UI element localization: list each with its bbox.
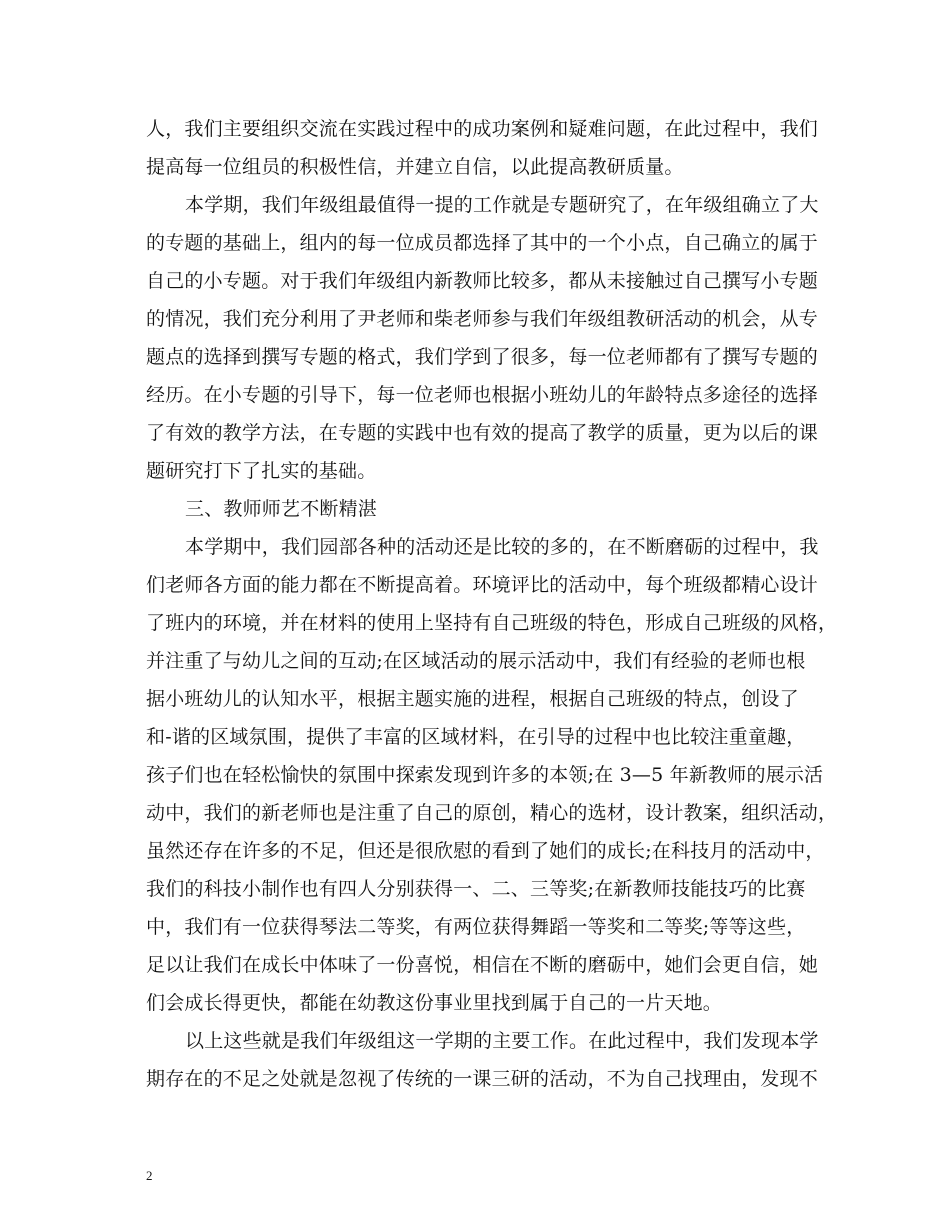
body-text-line: 们会成长得更快，都能在幼教这份事业里找到属于自己的一片天地。 bbox=[146, 992, 723, 1014]
body-text-line: 以上这些就是我们年级组这一学期的主要工作。在此过程中，我们发现本学 bbox=[185, 1030, 819, 1052]
body-text-line: 的情况，我们充分利用了尹老师和柴老师参与我们年级组教研活动的机会，从专 bbox=[146, 308, 819, 330]
body-text-line: 人，我们主要组织交流在实践过程中的成功案例和疑难问题，在此过程中，我们 bbox=[146, 118, 819, 140]
body-text-line: 本学期，我们年级组最值得一提的工作就是专题研究了，在年级组确立了大 bbox=[185, 194, 819, 216]
body-text-line: 我们的科技小制作也有四人分别获得一、二、三等奖;在新教师技能技巧的比赛 bbox=[146, 878, 806, 900]
body-text-line: 和-谐的区域氛围，提供了丰富的区域材料，在引导的过程中也比较注重童趣， bbox=[146, 726, 806, 748]
section-heading: 三、教师师艺不断精湛 bbox=[185, 498, 378, 520]
body-text-line: 提高每一位组员的积极性信，并建立自信，以此提高教研质量。 bbox=[146, 156, 684, 178]
body-text-line: 的专题的基础上，组内的每一位成员都选择了其中的一个小点，自己确立的属于 bbox=[146, 232, 819, 254]
body-text-line: 据小班幼儿的认知水平，根据主题实施的进程，根据自己班级的特点，创设了 bbox=[146, 688, 799, 710]
body-text-line: 并注重了与幼儿之间的互动;在区域活动的展示活动中，我们有经验的老师也根 bbox=[146, 650, 806, 672]
body-text-line: 自己的小专题。对于我们年级组内新教师比较多，都从未接触过自己撰写小专题 bbox=[146, 270, 819, 292]
body-text-line: 动中，我们的新老师也是注重了自己的原创，精心的选材，设计教案，组织活动， bbox=[146, 802, 838, 824]
body-text-line: 期存在的不足之处就是忽视了传统的一课三研的活动，不为自己找理由，发现不 bbox=[146, 1068, 819, 1090]
body-text-line: 经历。在小专题的引导下，每一位老师也根据小班幼儿的年龄特点多途径的选择 bbox=[146, 384, 819, 406]
body-text-line: 孩子们也在轻松愉快的氛围中探索发现到许多的本领;在 3—5 年新教师的展示活 bbox=[146, 764, 824, 786]
body-text-line: 本学期中，我们园部各种的活动还是比较的多的，在不断磨砺的过程中，我 bbox=[185, 536, 819, 558]
body-text-line: 中，我们有一位获得琴法二等奖，有两位获得舞蹈一等奖和二等奖;等等这些， bbox=[146, 916, 806, 938]
body-text-line: 题研究打下了扎实的基础。 bbox=[146, 460, 377, 482]
body-text-line: 足以让我们在成长中体味了一份喜悦，相信在不断的磨砺中，她们会更自信，她 bbox=[146, 954, 819, 976]
body-text-line: 虽然还存在许多的不足，但还是很欣慰的看到了她们的成长;在科技月的活动中， bbox=[146, 840, 825, 862]
body-text-line: 题点的选择到撰写专题的格式，我们学到了很多，每一位老师都有了撰写专题的 bbox=[146, 346, 819, 368]
body-text-line: 了班内的环境，并在材料的使用上坚持有自己班级的特色，形成自己班级的风格， bbox=[146, 612, 838, 634]
body-text-line: 们老师各方面的能力都在不断提高着。环境评比的活动中，每个班级都精心设计 bbox=[146, 574, 819, 596]
body-text-line: 了有效的教学方法，在专题的实践中也有效的提高了教学的质量，更为以后的课 bbox=[146, 422, 819, 444]
page-number: 2 bbox=[146, 1168, 153, 1183]
